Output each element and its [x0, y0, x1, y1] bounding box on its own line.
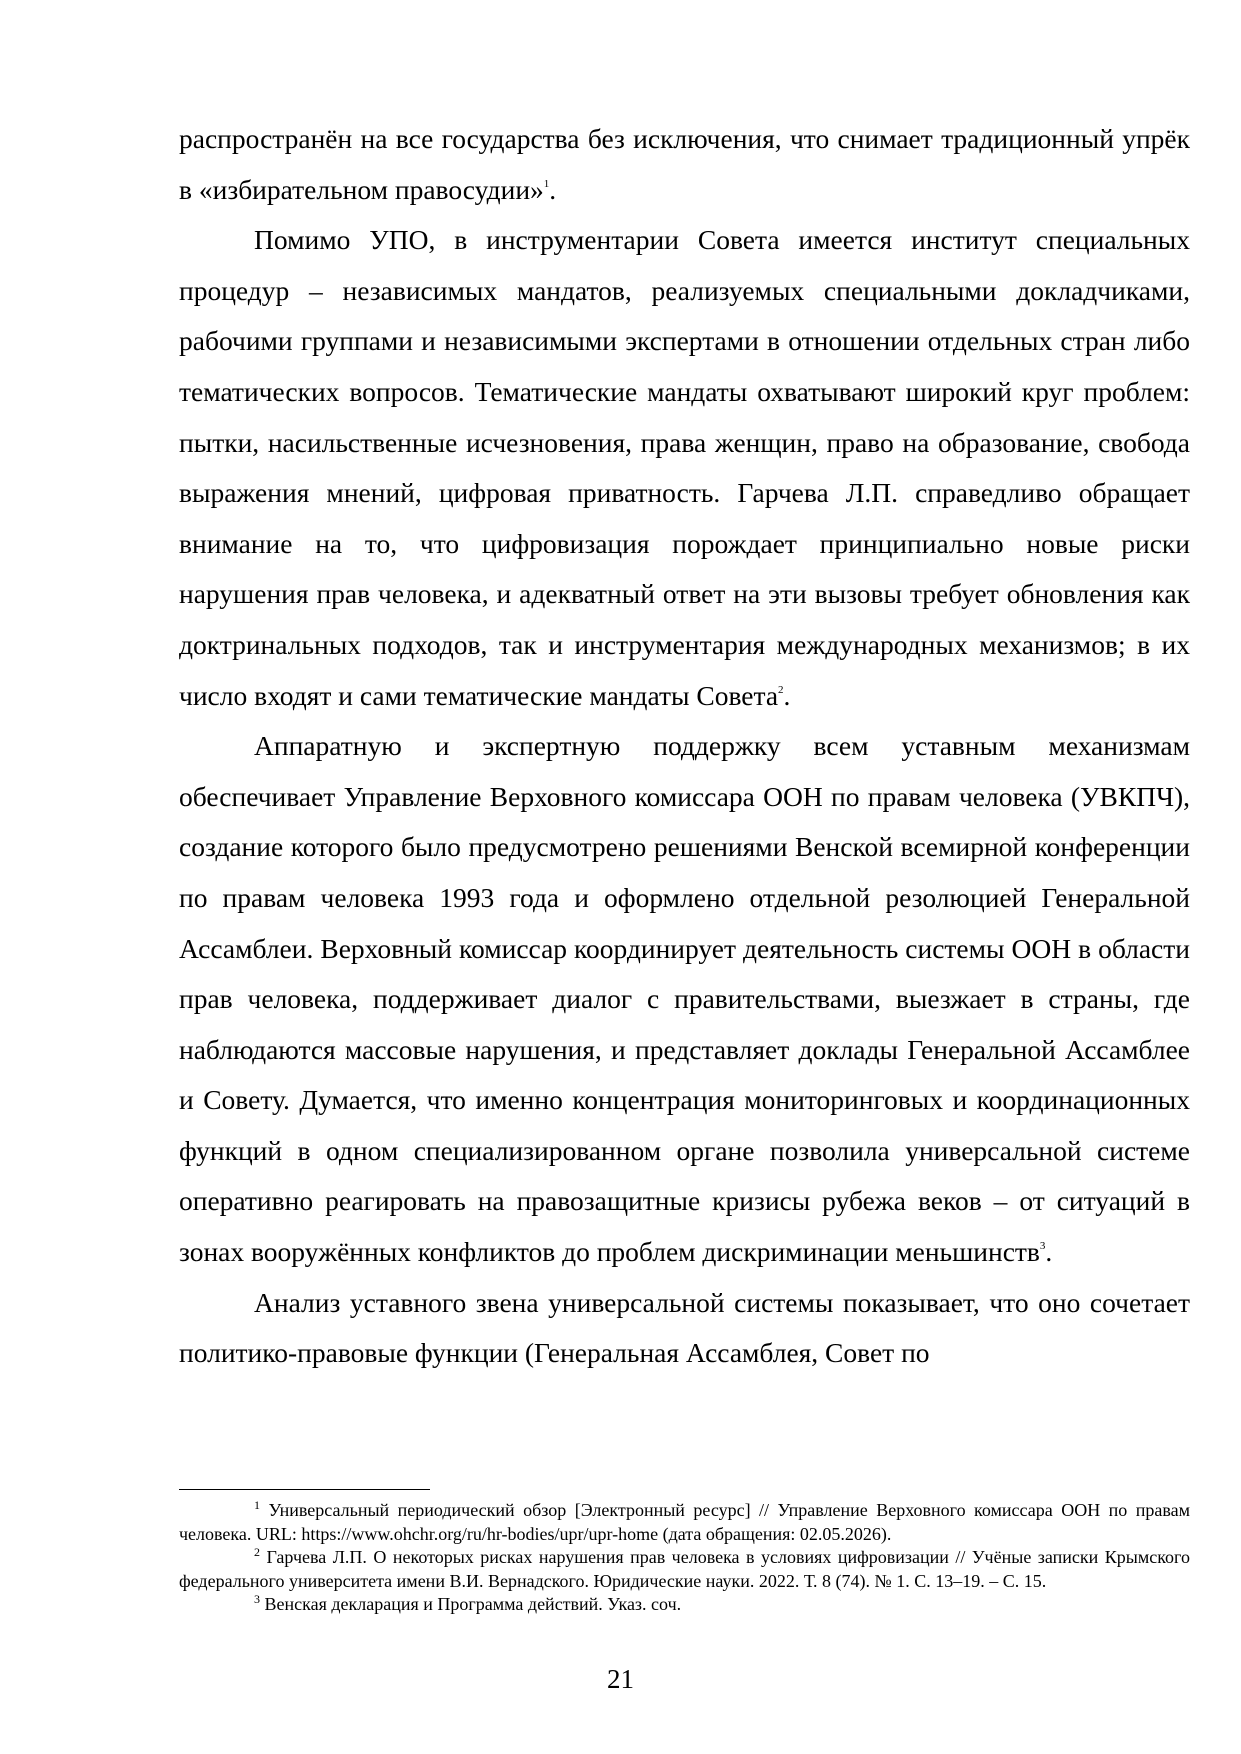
paragraph-tail: . — [1045, 1236, 1053, 1268]
footnote-number: 3 — [254, 1592, 260, 1606]
paragraph-3 — [179, 721, 1190, 1278]
footnote-text: Гарчева Л.П. О некоторых рисках нарушения прав человека в условиях цифровизации // Учёные записки Крымского федерального университета имени В.И. Вернадского. Юридические науки. 2022. Т. 8 (74). № 1. С. 13–19. – С. 15. — [179, 1547, 1190, 1591]
paragraph-tail: . — [783, 679, 791, 711]
footnote-text: Венская декларация и Программа действий. Указ. соч. — [264, 1594, 682, 1614]
footnote-ref-2[interactable]: 2 — [778, 683, 784, 696]
paragraph-4 — [179, 1278, 1190, 1379]
paragraph-text: Помимо УПО, в инструментарии Совета имеется институт специальных процедур – независимых мандатов, реализуемых специальными докладчиками, рабочими группами и независимыми экспертами в отношении отдельных стран либо тематических вопросов. Тематические мандаты охватывают широкий круг проблем: пытки, насильственные исчезновения, права женщин, право на образование, свобода выражения мнений, цифровая приватность. Гарчева Л.П. справедливо обращает внимание на то, что цифровизация порождает принципиально новые риски нарушения прав человека, и адекватный ответ на эти вызовы требует обновления как доктринальных подходов, так и инструментария международных механизмов; в их число входят и сами тематические мандаты Совета — [179, 224, 1190, 711]
footnote-1 — [179, 1499, 1190, 1546]
footnotes — [179, 1499, 1190, 1617]
footnote-2 — [179, 1546, 1190, 1593]
footnote-3 — [179, 1593, 1190, 1617]
paragraph-text: Анализ уставного звена универсальной системы показывает, что оно сочетает политико-правовые функции (Генеральная Ассамблея, Совет по — [179, 1286, 1190, 1369]
footnote-separator — [179, 1489, 430, 1490]
paragraph-text: распространён на все государства без исключения, что снимает традиционный упрёк в «избирательном правосудии» — [179, 123, 1190, 205]
paragraph-1 — [179, 114, 1190, 215]
page-number: 21 — [607, 1664, 634, 1694]
footnote-number: 1 — [254, 1498, 260, 1512]
footnote-number: 2 — [254, 1545, 260, 1559]
paragraph-text: Аппаратную и экспертную поддержку всем уставным механизмам обеспечивает Управление Верховного комиссара ООН по правам человека (УВКПЧ), создание которого было предусмотрено решениями Венской всемирной конференции по правам человека 1993 года и оформлено отдельной резолюцией Генеральной Ассамблеи. Верховный комиссар координирует деятельность системы ООН в области прав человека, поддерживает диалог с правительствами, выезжает в страны, где наблюдаются массовые нарушения, и представляет доклады Генеральной Ассамблее и Совету. Думается, что именно концентрация мониторинговых и координационных функций в одном специализированном органе позволила универсальной системе оперативно реагировать на правозащитные кризисы рубежа веков – от ситуаций в зонах вооружённых конфликтов до проблем дискриминации меньшинств — [179, 730, 1190, 1268]
paragraph-2 — [179, 215, 1190, 721]
footnote-ref-3[interactable]: 3 — [1039, 1240, 1046, 1253]
body-text — [179, 114, 1190, 1379]
paragraph-tail: . — [549, 173, 557, 205]
footnote-text: Универсальный периодический обзор [Электронный ресурс] // Управление Верховного комиссара ООН по правам человека. URL: https://www.ohchr.org/ru/hr-bodies/upr/upr-home (дата обращения: 02.05.2026). — [179, 1500, 1190, 1544]
footnote-ref-1[interactable]: 1 — [543, 177, 550, 190]
